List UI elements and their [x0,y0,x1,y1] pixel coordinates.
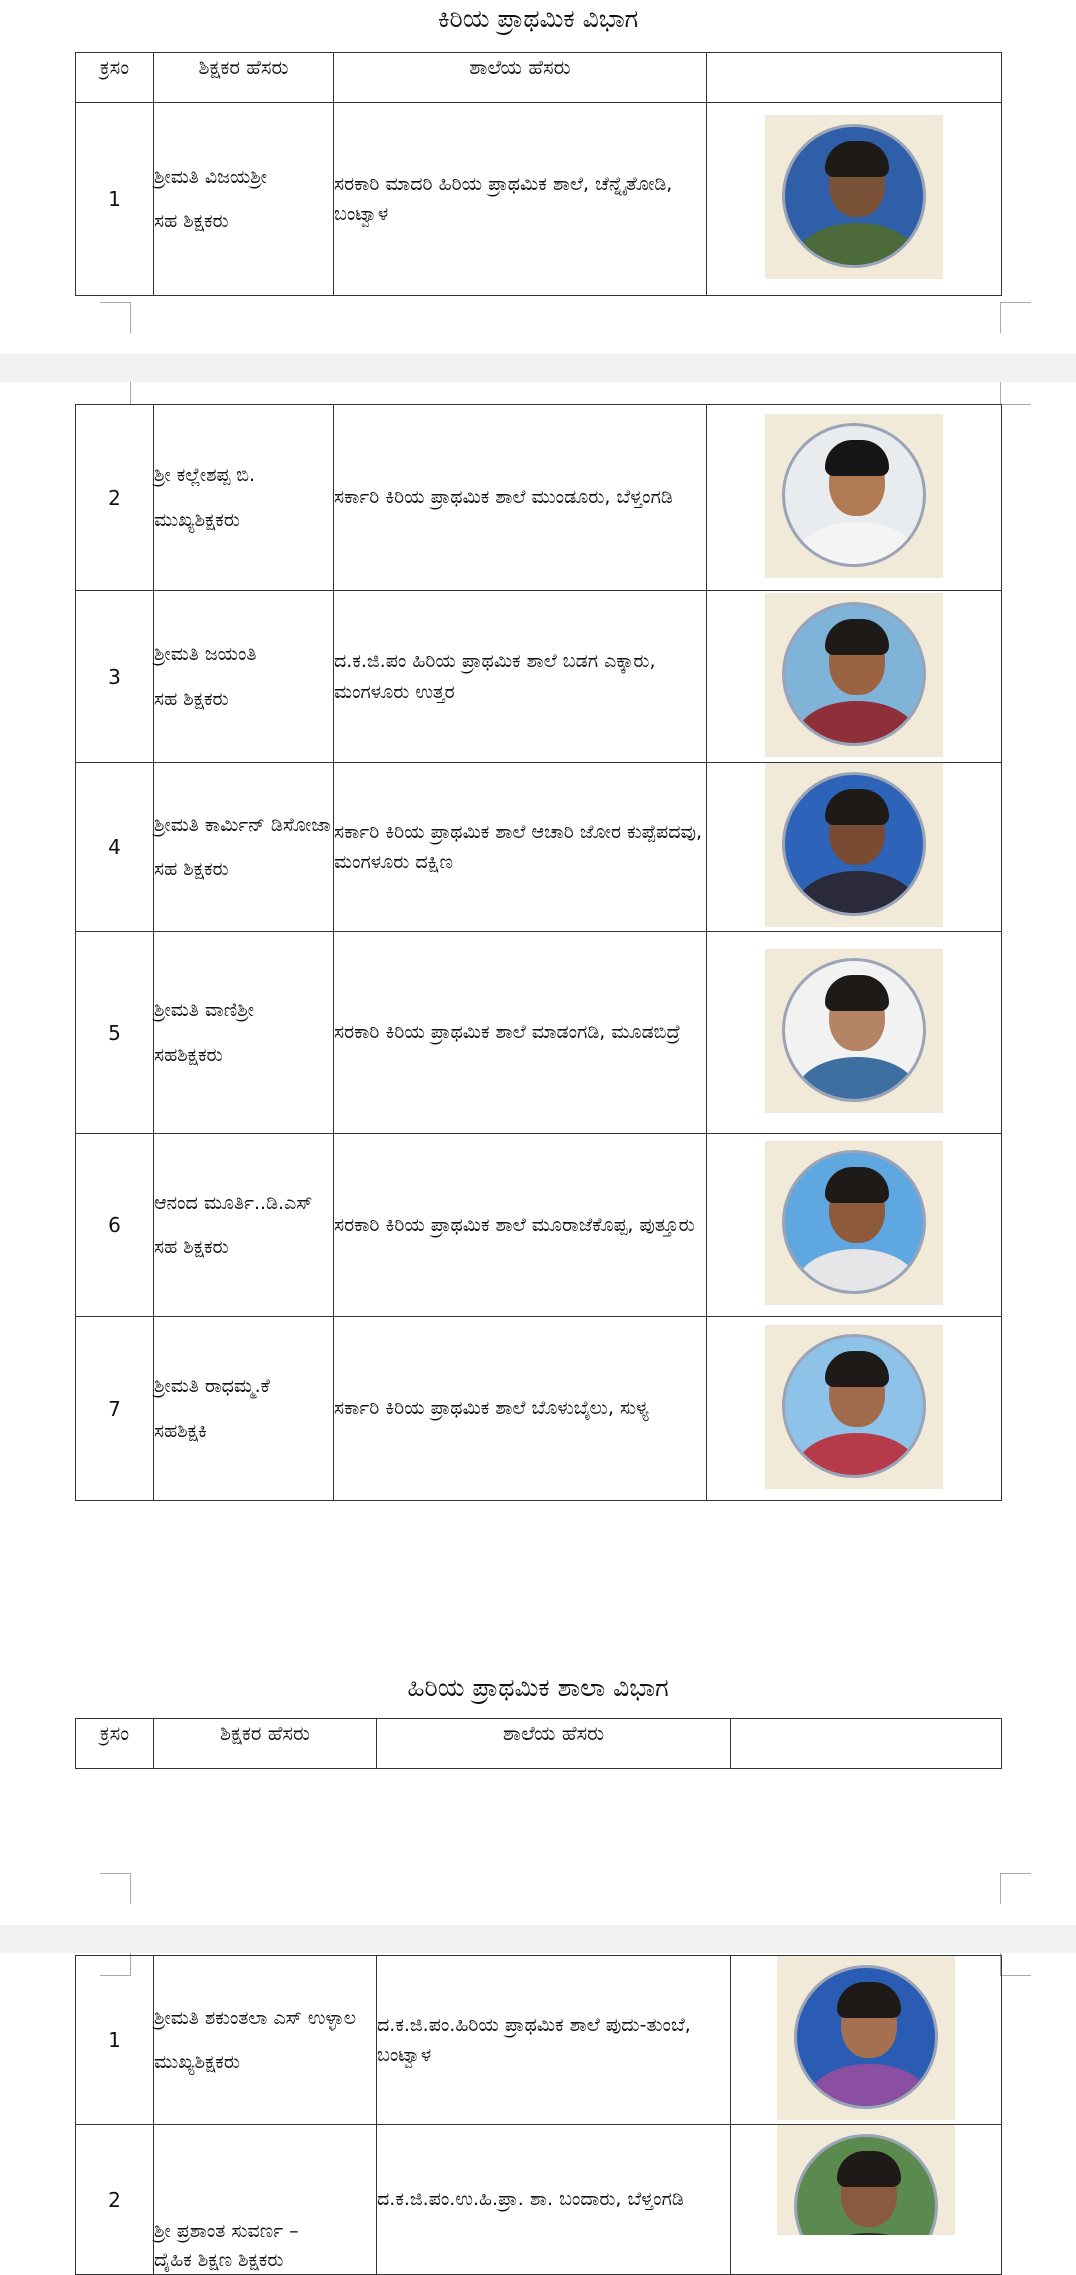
margin-mark [1000,302,1031,333]
school-name: ಸರ್ಕಾರಿ ಕಿರಿಯ ಪ್ರಾಥಮಿಕ ಶಾಲೆ ಬೊಳುಬೈಲು, ಸುಳ್ಯ [334,1317,707,1501]
margin-mark [1000,382,1031,405]
teacher-photo [765,949,943,1113]
row-sl: 3 [76,591,154,763]
table-row [76,932,1002,1134]
row-sl: 4 [76,763,154,932]
avatar [782,772,926,916]
avatar [782,958,926,1102]
header-school: ಶಾಲೆಯ ಹೆಸರು [334,53,707,103]
margin-mark [100,1873,131,1904]
margin-mark [1000,1873,1031,1904]
photo-cell [707,103,1002,296]
teacher-role: ಸಹಶಿಕ್ಷಕಿ [154,1419,207,1442]
header-school: ಶಾಲೆಯ ಹೆಸರು [377,1719,731,1769]
teacher-name: ಶ್ರೀಮತಿ ವಾಣಿಶ್ರೀ [154,999,254,1021]
teacher-name: ಆನಂದ ಮೂರ್ತಿ..ಡಿ.ಎಸ್ [154,1191,313,1214]
teacher-photo [777,2125,955,2235]
teachers-table-2-page-2 [75,1955,1002,2275]
row-sl: 1 [76,1956,154,2125]
header-photo [707,53,1002,103]
teacher-role: ದೈಹಿಕ ಶಿಕ್ಷಣ ಶಿಕ್ಷಕರು [154,2248,284,2271]
photo-cell [707,932,1002,1134]
teacher-photo [765,763,943,927]
teacher-role: ಸಹ ಶಿಕ್ಷಕರು [154,1236,229,1258]
header-sl: ಕ್ರಸಂ [76,1719,154,1769]
margin-mark [1000,1953,1031,1976]
photo-cell [731,1956,1002,2125]
row-sl: 2 [76,2125,154,2275]
teacher-photo [765,1141,943,1305]
section-title: ಕಿರಿಯ ಪ್ರಾಥಮಿಕ ವಿಭಾಗ [437,4,639,33]
school-name: ಸರಕಾರಿ ಕಿರಿಯ ಪ್ರಾಥಮಿಕ ಶಾಲೆ ಮಾಡಂಗಡಿ, ಮೂಡಬಿದ್ರೆ [334,932,707,1134]
table-row [76,405,1002,591]
table-row [76,103,1002,296]
row-sl: 6 [76,1134,154,1317]
section-title: ಹಿರಿಯ ಪ್ರಾಥಮಿಕ ಶಾಲಾ ವಿಭಾಗ [407,1673,669,1702]
header-sl: ಕ್ರಸಂ [76,53,154,103]
avatar [782,1150,926,1294]
header-name: ಶಿಕ್ಷಕರ ಹೆಸರು [154,53,334,103]
teacher-name: ಶ್ರೀಮತಿ ರಾಧಮ್ಮ.ಕೆ [154,1375,270,1397]
teacher-photo [777,1956,955,2120]
row-sl: 7 [76,1317,154,1501]
teacher-cell [154,932,334,1134]
teacher-cell [154,1317,334,1501]
school-name: ಸರ್ಕಾರಿ ಕಿರಿಯ ಪ್ರಾಥಮಿಕ ಶಾಲೆ ಆಚಾರಿ ಜೋರ ಕುಪ್ಪೆಪದವು, ಮಂಗಳೂರು ದಕ್ಷಿಣ [334,763,707,932]
teacher-name: ಶ್ರೀ ಕಲ್ಲೇಶಪ್ಪ ಬಿ. [154,464,256,486]
photo-cell [707,763,1002,932]
teacher-photo [765,115,943,279]
photo-cell [707,591,1002,763]
table-row [76,1956,1002,2125]
teacher-cell [154,405,334,591]
school-name: ದ.ಕ.ಜಿ.ಪಂ.ಉ.ಹಿ.ಪ್ರಾ. ಶಾ. ಬಂದಾರು, ಬೆಳ್ತಂಗಡಿ [377,2125,731,2275]
margin-mark [100,382,131,405]
avatar [794,1965,938,2109]
teacher-name: ಶ್ರೀಮತಿ ಜಯಂತಿ [154,643,257,665]
row-sl: 2 [76,405,154,591]
teacher-cell [154,2125,377,2275]
row-sl: 1 [76,103,154,296]
table-row [76,2125,1002,2275]
row-sl: 5 [76,932,154,1134]
teacher-name: ಶ್ರೀಮತಿ ಕಾರ್ಮಿನ್ ಡಿಸೋಜಾ [154,813,331,836]
table-row [76,591,1002,763]
teachers-table-2-page-1 [75,1718,1002,1769]
avatar [782,602,926,746]
photo-cell [707,405,1002,591]
teacher-role: ಸಹ ಶಿಕ್ಷಕರು [154,687,229,710]
table-row [76,1134,1002,1317]
school-name: ಸರ್ಕಾರಿ ಕಿರಿಯ ಪ್ರಾಥಮಿಕ ಶಾಲೆ ಮುಂಡೂರು, ಬೆಳ್ತಂಗಡಿ [334,405,707,591]
header-photo [731,1719,1002,1769]
photo-cell [707,1134,1002,1317]
teacher-role: ಸಹ ಶಿಕ್ಷಕರು [154,210,229,232]
school-name: ಸರಕಾರಿ ಕಿರಿಯ ಪ್ರಾಥಮಿಕ ಶಾಲೆ ಮೂರಾಜೆಕೊಪ್ಪ, ಪುತ್ತೂರು [334,1134,707,1317]
teacher-name: ಶ್ರೀಮತಿ ವಿಜಯಶ್ರೀ [154,165,267,188]
photo-cell [731,2125,1002,2275]
table-row [76,1317,1002,1501]
teacher-photo [765,414,943,578]
teacher-cell [154,1134,334,1317]
page-break [0,354,1076,382]
teacher-role: ಸಹಶಿಕ್ಷಕರು [154,1043,223,1066]
teacher-name: ಶ್ರೀಮತಿ ಶಕುಂತಲಾ ಎಸ್ ಉಳ್ಳಾಲ [154,2006,357,2029]
photo-cell [707,1317,1002,1501]
teacher-cell [154,103,334,296]
teacher-role: ಸಹ ಶಿಕ್ಷಕರು [154,858,229,880]
teacher-name: ಶ್ರೀ ಪ್ರಶಾಂತ ಸುವರ್ಣ – [154,2220,299,2242]
table-row [76,763,1002,932]
avatar [782,124,926,268]
header-name: ಶಿಕ್ಷಕರ ಹೆಸರು [154,1719,377,1769]
school-name: ದ.ಕ.ಜಿ.ಪಂ.ಹಿರಿಯ ಪ್ರಾಥಮಿಕ ಶಾಲೆ ಪುದು-ತುಂಬೆ, ಬಂಟ್ವಾಳ [377,1956,731,2125]
margin-mark [100,302,131,333]
teachers-table-1-page-2 [75,404,1002,1501]
avatar [782,423,926,567]
teacher-cell [154,591,334,763]
teacher-role: ಮುಖ್ಯಶಿಕ್ಷಕರು [154,2051,240,2073]
avatar [782,1334,926,1478]
teacher-role: ಮುಖ್ಯಶಿಕ್ಷಕರು [154,508,240,531]
page-break [0,1925,1076,1953]
school-name: ಸರಕಾರಿ ಮಾದರಿ ಹಿರಿಯ ಪ್ರಾಥಮಿಕ ಶಾಲೆ, ಚೆನ್ನೈತೋಡಿ, ಬಂಟ್ವಾಳ [334,103,707,296]
teacher-photo [765,1325,943,1489]
teacher-cell [154,763,334,932]
teacher-cell [154,1956,377,2125]
school-name: ದ.ಕ.ಜಿ.ಪಂ ಹಿರಿಯ ಪ್ರಾಥಮಿಕ ಶಾಲೆ ಬಡಗ ಎಕ್ಕಾರು, ಮಂಗಳೂರು ಉತ್ತರ [334,591,707,763]
teachers-table-1-page-1 [75,52,1002,296]
teacher-photo [765,593,943,757]
avatar [794,2134,938,2235]
